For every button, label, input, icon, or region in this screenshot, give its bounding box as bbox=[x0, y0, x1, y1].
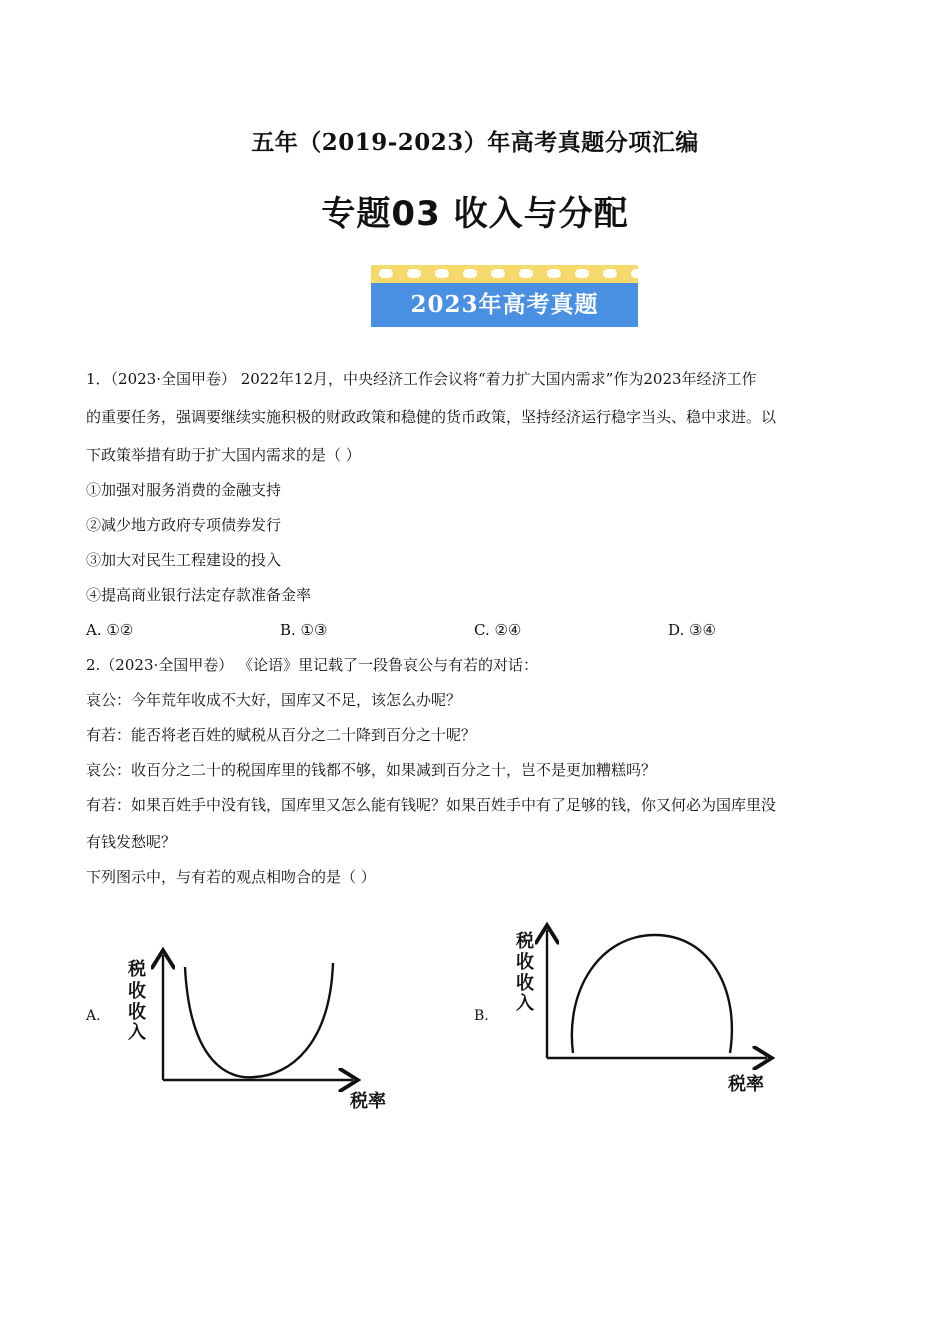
q1-item-4: ④提高商业银行法定存款准备金率 bbox=[86, 586, 312, 604]
q2-dialogue-3: 哀公：收百分之二十的税国库里的钱都不够，如果减到百分之十，岂不是更加糟糕吗？ bbox=[86, 761, 657, 779]
figure-b-curve bbox=[572, 935, 732, 1053]
figure-b-ylabel-1: 税 bbox=[516, 931, 534, 952]
figure-a-ylabel-1: 税 bbox=[128, 959, 146, 980]
q1-item-3: ③加大对民生工程建设的投入 bbox=[86, 551, 282, 569]
q2-dialogue-4-cont: 有钱发愁呢？ bbox=[86, 833, 177, 851]
topic-title: 专题03 收入与分配 bbox=[321, 194, 629, 234]
figure-a-ylabel-4: 入 bbox=[128, 1022, 146, 1043]
banner-spiral-strip bbox=[371, 265, 638, 283]
q2-stem-line-1: 2.（2023·全国甲卷） 《论语》里记载了一段鲁哀公与有若的对话： bbox=[86, 656, 539, 674]
figure-b-ylabel-3: 收 bbox=[516, 973, 534, 994]
q1-item-2: ②减少地方政府专项债券发行 bbox=[86, 516, 282, 534]
figure-a-ylabel-2: 收 bbox=[128, 981, 146, 1002]
q2-dialogue-2: 有若：能否将老百姓的赋税从百分之二十降到百分之十呢？ bbox=[86, 726, 477, 744]
q2-option-b-label[interactable]: B. bbox=[474, 1008, 489, 1024]
q1-option-c[interactable]: C. ②④ bbox=[474, 621, 522, 639]
figure-a-u-curve bbox=[120, 945, 400, 1115]
q2-dialogue-4: 有若：如果百姓手中没有钱，国库里又怎么能有钱呢？如果百姓手中有了足够的钱，你又何必为国库里没 bbox=[86, 796, 777, 814]
figure-a-xlabel: 税率 bbox=[350, 1091, 386, 1112]
document-title: 五年（2019-2023）年高考真题分项汇编 bbox=[251, 129, 699, 156]
q1-item-1: ①加强对服务消费的金融支持 bbox=[86, 481, 282, 499]
q1-option-b[interactable]: B. ①③ bbox=[280, 621, 328, 639]
year-banner bbox=[371, 265, 638, 327]
q1-stem-line-2: 的重要任务，强调要继续实施积极的财政政策和稳健的货币政策，坚持经济运行稳字当头、稳中求进。以 bbox=[86, 408, 777, 426]
figure-b-ylabel-4: 入 bbox=[516, 993, 534, 1014]
figure-b-arch-curve bbox=[510, 920, 790, 1100]
q1-option-d[interactable]: D. ③④ bbox=[668, 621, 716, 639]
figure-b-ylabel-2: 收 bbox=[516, 952, 534, 973]
banner-label: 2023年高考真题 bbox=[371, 283, 638, 327]
q2-question: 下列图示中，与有若的观点相吻合的是（ ） bbox=[86, 868, 376, 886]
q1-stem-line-3: 下政策举措有助于扩大国内需求的是（ ） bbox=[86, 446, 361, 464]
q1-option-a[interactable]: A. ①② bbox=[86, 621, 134, 639]
figure-b-xlabel: 税率 bbox=[728, 1074, 764, 1095]
q1-stem-line-1: 1．（2023·全国甲卷） 2022年12月，中央经济工作会议将“着力扩大国内需求”作为2023年经济工作 bbox=[86, 370, 757, 388]
q2-dialogue-1: 哀公：今年荒年收成不大好，国库又不足，该怎么办呢？ bbox=[86, 691, 462, 709]
q2-option-a-label[interactable]: A. bbox=[86, 1008, 101, 1024]
figure-a-ylabel-3: 收 bbox=[128, 1002, 146, 1023]
figure-a-curve bbox=[185, 963, 333, 1077]
